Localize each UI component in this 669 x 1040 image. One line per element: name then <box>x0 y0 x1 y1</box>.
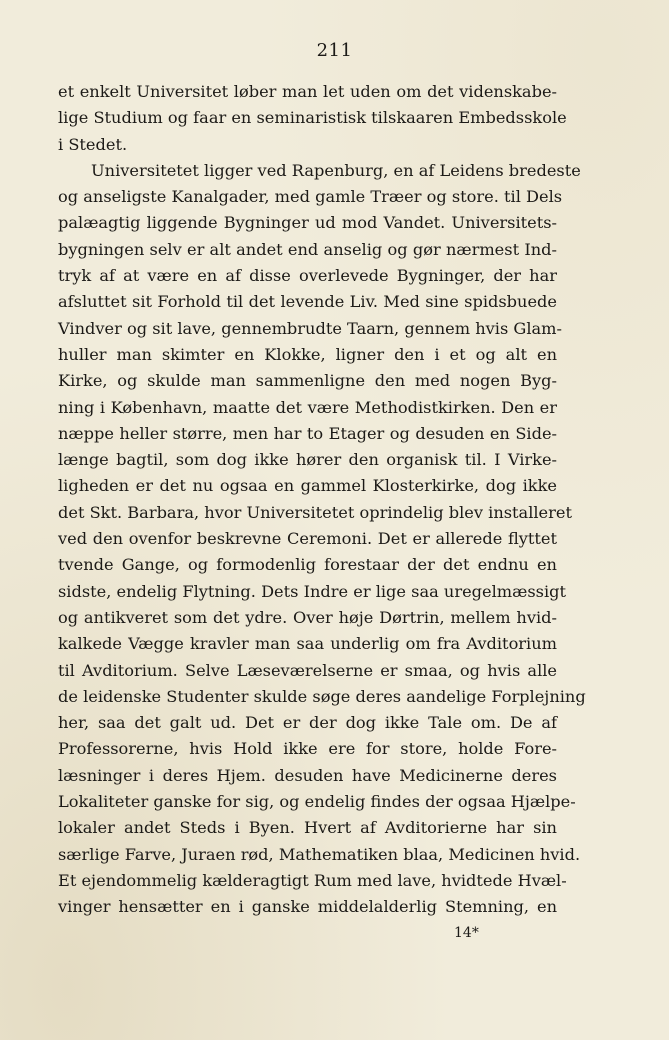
text-line: tvende Gange, og formodenlig forestaar der det endnu en <box>58 555 557 575</box>
text-line: læsninger i deres Hjem. desuden have Medicinerne deres <box>58 765 557 785</box>
text-line: kalkede Vægge kravler man saa underlig om fra Avditorium <box>58 634 557 654</box>
text-line: palæagtig liggende Bygninger ud mod Vandet. Universitets- <box>58 213 557 233</box>
text-line: og anseligste Kanalgader, med gamle Træer og store. til Dels <box>58 187 563 207</box>
text-line: sidste, endelig Flytning. Dets Indre er lige saa uregelmæssigt <box>58 581 566 601</box>
text-line: lokaler andet Steds i Byen. Hvert af Avditorierne har sin <box>58 818 557 838</box>
text-line: ligheden er det nu ogsaa en gammel Klosterkirke, dog ikke <box>58 476 557 496</box>
text-line: afsluttet sit Forhold til det levende Liv. Med sine spidsbuede <box>58 292 557 312</box>
text-line: ved den ovenfor beskrevne Ceremoni. Det er allerede flyttet <box>58 529 557 549</box>
text-line: det Skt. Barbara, hvor Universitetet oprindelig blev installeret <box>58 502 572 522</box>
text-line: huller man skimter en Klokke, ligner den i et og alt en <box>58 344 557 364</box>
text-line: Vindver og sit lave, gennembrudte Taarn, gennem hvis Glam- <box>58 318 562 338</box>
text-line: bygningen selv er alt andet end anselig og gør nærmest Ind- <box>58 239 557 259</box>
text-line: Lokaliteter ganske for sig, og endelig findes der ogsaa Hjælpe- <box>58 792 576 812</box>
text-line: i Stedet. <box>58 134 128 154</box>
text-line: og antikveret som det ydre. Over høje Dørtrin, mellem hvid- <box>58 607 557 627</box>
signature-mark: 14* <box>454 925 479 941</box>
body-text <box>58 79 586 921</box>
text-line: ning i København, maatte det være Methodistkirken. Den er <box>58 397 557 417</box>
text-line: lige Studium og faar en seminaristisk tilskaaren Embedsskole <box>58 108 567 128</box>
text-line: Kirke, og skulde man sammenligne den med nogen Byg- <box>58 371 557 391</box>
text-line: næppe heller større, men har to Etager og desuden en Side- <box>58 423 557 443</box>
text-line: Universitetet ligger ved Rapenburg, en af Leidens bredeste <box>91 160 581 180</box>
text-line: Et ejendommelig kælderagtigt Rum med lave, hvidtede Hvæl- <box>58 870 567 890</box>
text-line: her, saa det galt ud. Det er der dog ikke Tale om. De af <box>58 713 557 733</box>
text-line: særlige Farve, Juraen rød, Mathematiken blaa, Medicinen hvid. <box>58 844 581 864</box>
text-line: de leidenske Studenter skulde søge deres aandelige Forplejning <box>58 686 586 706</box>
text-line: vinger hensætter en i ganske middelalderlig Stemning, en <box>58 897 557 917</box>
text-line: et enkelt Universitet løber man let uden om det videnskabe- <box>58 82 557 101</box>
text-line: til Avditorium. Selve Læseværelserne er smaa, og hvis alle <box>58 660 557 680</box>
text-line: længe bagtil, som dog ikke hører den organisk til. I Virke- <box>58 450 557 470</box>
text-line: Professorerne, hvis Hold ikke ere for store, holde Fore- <box>58 739 557 759</box>
text-line: tryk af at være en af disse overlevede Bygninger, der har <box>58 266 557 286</box>
page-number: 211 <box>316 40 353 61</box>
